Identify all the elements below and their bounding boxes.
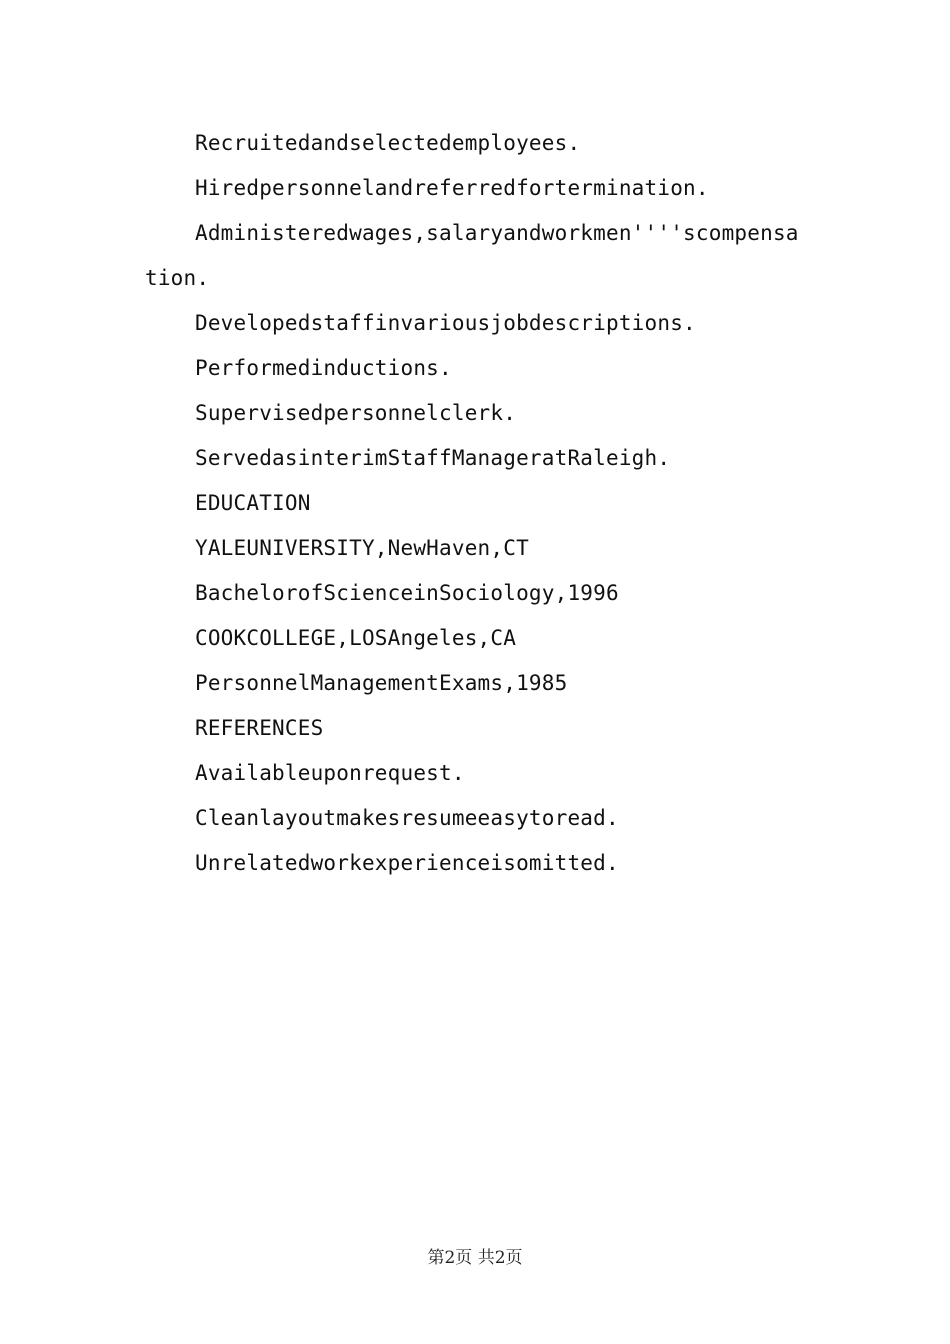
text-line: Hiredpersonnelandreferredfortermination. xyxy=(195,176,709,200)
text-line: Administeredwages,salaryandworkmen''''scompensa xyxy=(195,221,799,245)
text-line: Developedstaffinvariousjobdescriptions. xyxy=(195,311,696,335)
text-line: COOKCOLLEGE,LOSAngeles,CA xyxy=(195,626,517,650)
text-line-continuation: tion. xyxy=(145,266,210,290)
text-line: ServedasinterimStaffManageratRaleigh. xyxy=(195,446,671,470)
section-heading-references: REFERENCES xyxy=(195,716,324,740)
page-number-footer: 第2页 共2页 xyxy=(427,1248,523,1268)
document-body xyxy=(145,121,805,886)
text-line: YALEUNIVERSITY,NewHaven,CT xyxy=(195,536,529,560)
text-line: BachelorofScienceinSociology,1996 xyxy=(195,581,619,605)
text-line: PersonnelManagementExams,1985 xyxy=(195,671,568,695)
text-line: Supervisedpersonnelclerk. xyxy=(195,401,517,425)
section-heading-education: EDUCATION xyxy=(195,491,311,515)
text-line: Availableuponrequest. xyxy=(195,761,465,785)
text-line: Unrelatedworkexperienceisomitted. xyxy=(195,851,619,875)
text-line: Recruitedandselectedemployees. xyxy=(195,131,581,155)
text-line: Cleanlayoutmakesresumeeasytoread. xyxy=(195,806,619,830)
text-line: Performedinductions. xyxy=(195,356,452,380)
